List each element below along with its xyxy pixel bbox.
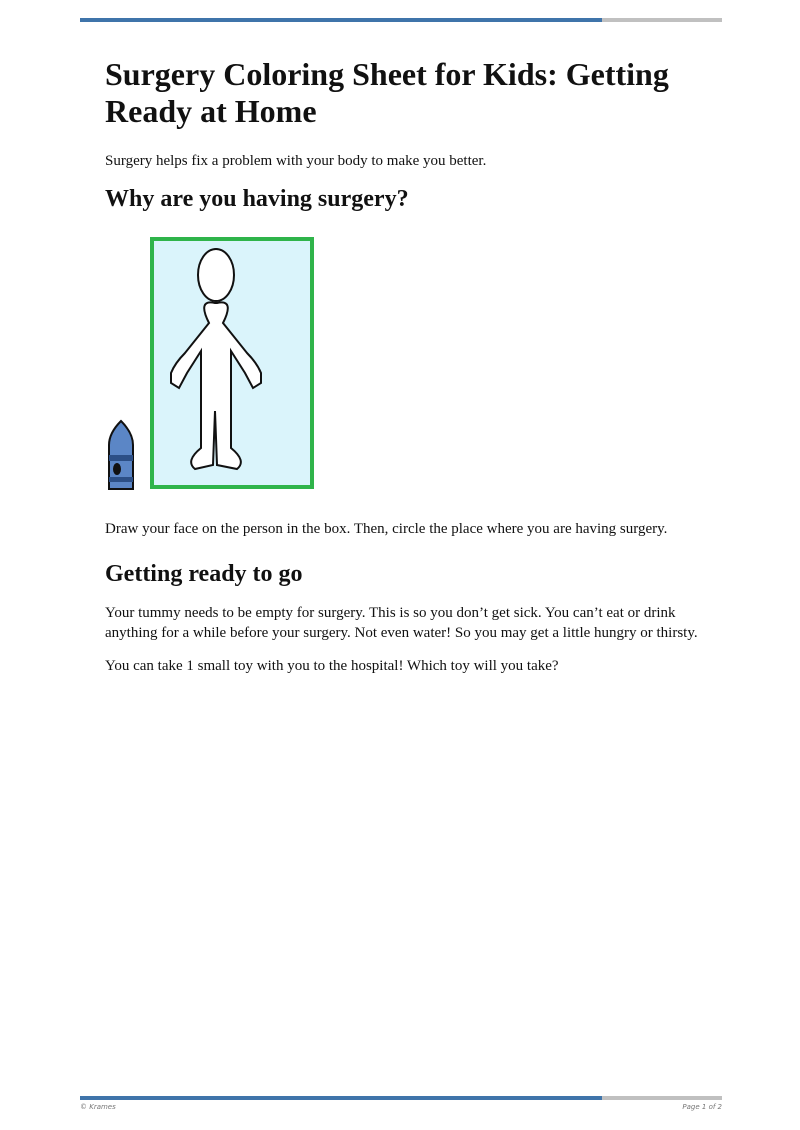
paragraph-toy: You can take 1 small toy with you to the hospital! Which toy will you take? [105,658,559,674]
section-heading-getting-ready: Getting ready to go [105,561,303,587]
crayon-icon [109,421,133,489]
footer-copyright: © Krames [80,1103,116,1111]
paragraph-empty-tummy: Your tummy needs to be empty for surgery. This is so you don’t get sick. You can’t eat or drink anything for a while before your surgery. Not even water! So you may get a little hungry or thirsty. [105,605,698,641]
footer-bar [80,1096,722,1100]
illustration-caption: Draw your face on the person in the box. Then, circle the place where you are having surgery. [105,520,668,537]
footer-page-number: Page 1 of 2 [682,1103,722,1111]
body-coloring-illustration [105,233,320,493]
page-title: Surgery Coloring Sheet for Kids: Getting Ready at Home [105,56,669,129]
intro-text: Surgery helps fix a problem with your body to make you better. [105,153,487,169]
header-bar [80,18,722,22]
section-heading-why: Why are you having surgery? [105,185,409,212]
